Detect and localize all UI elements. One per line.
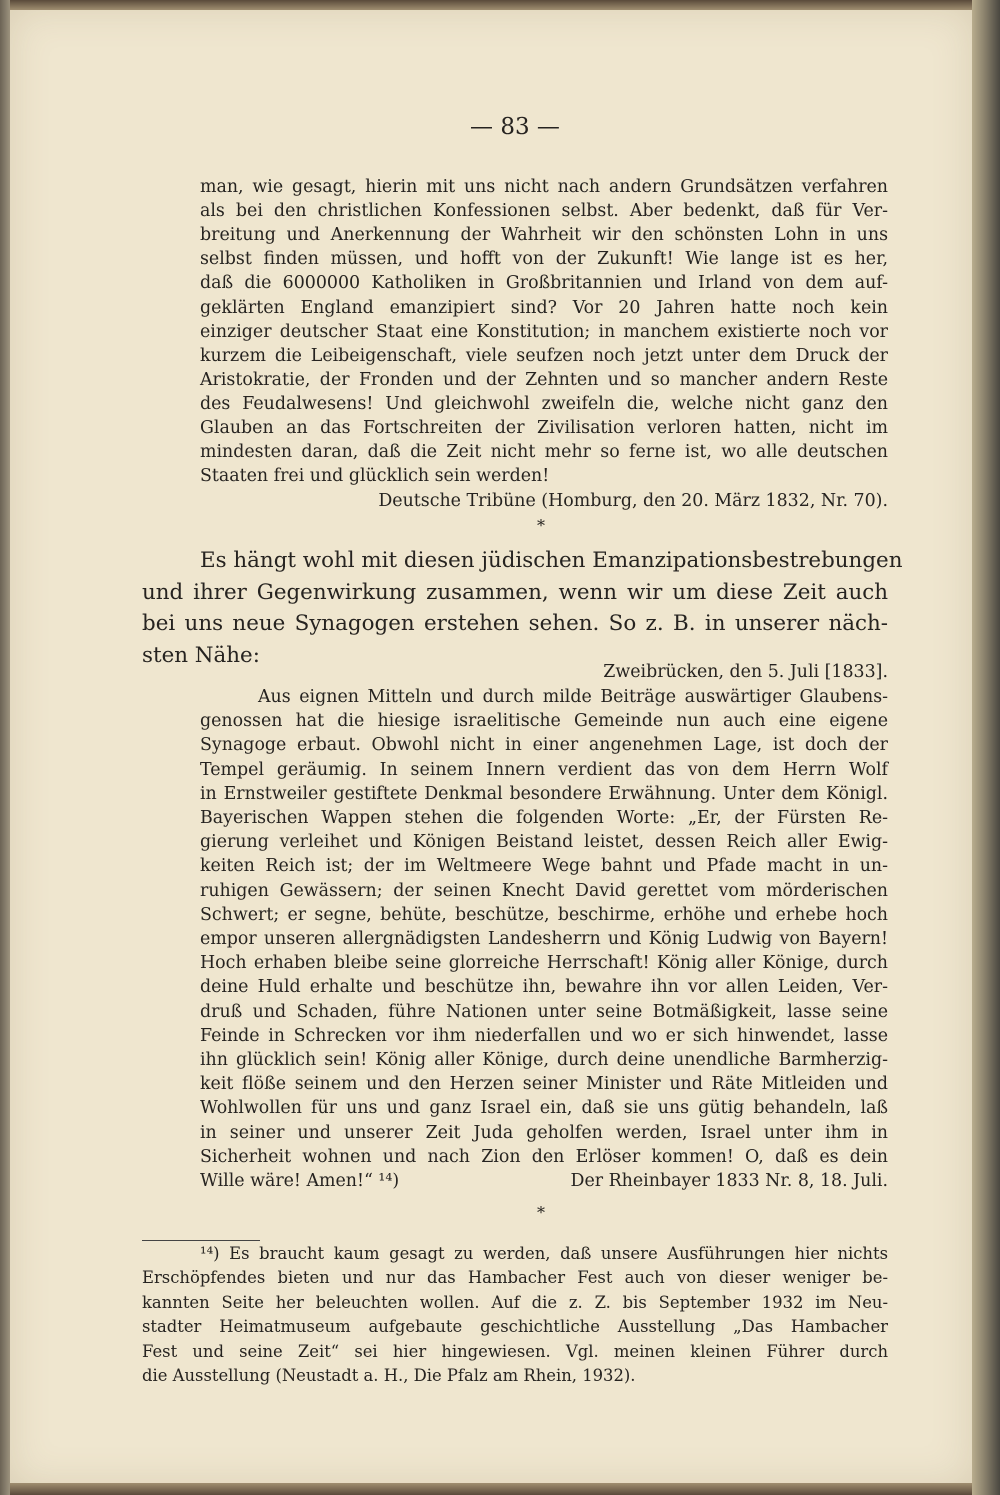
main-line: sten Nähe: xyxy=(142,642,260,668)
book-spine xyxy=(972,0,1000,1495)
page-top-edge xyxy=(10,0,972,10)
quote2-line: Tempel geräumig. In seinem Innern verdient das von dem Herrn Wolf xyxy=(200,759,888,780)
quote2-line: ruhigen Gewässern; der seinen Knecht David gerettet vom mörderischen xyxy=(200,880,888,901)
quote-source-tribuene: Deutsche Tribüne (Homburg, den 20. März 1832, Nr. 70). xyxy=(378,491,888,511)
section-separator-2: * xyxy=(537,1203,545,1222)
quote2-line: keiten Reich ist; der im Weltmeere Wege bahnt und Pfade macht in un- xyxy=(200,856,888,877)
quote1-line: selbst finden müssen, und hofft von der Zukunft! Wie lange ist es her, xyxy=(200,249,888,270)
quote1-line: man, wie gesagt, hierin mit uns nicht nach andern Grundsätzen verfahren xyxy=(200,177,888,197)
section-separator-1: * xyxy=(537,516,545,535)
quote2-line: druß und Schaden, führe Nationen unter seine Botmäßigkeit, lasse seine xyxy=(200,1001,888,1022)
quote1-line: als bei den christlichen Konfessionen selbst. Aber bedenkt, daß für Ver- xyxy=(200,201,888,222)
quote2-line: in seiner und unserer Zeit Juda geholfen werden, Israel unter ihm in xyxy=(200,1122,888,1143)
quote1-line: geklärten England emanzipiert sind? Vor 20 Jahren hatte noch kein xyxy=(200,297,888,318)
quote1-line: breitung und Anerkennung der Wahrheit wir den schönsten Lohn in uns xyxy=(200,225,888,246)
footnote-line: ¹⁴) Es braucht kaum gesagt zu werden, daß unsere Ausführungen hier nichts xyxy=(200,1244,888,1263)
quote2-line: Feinde in Schrecken vor ihm niederfallen und wo er sich hinwendet, lasse xyxy=(200,1025,888,1046)
quote2-line: Wohlwollen für uns und ganz Israel ein, daß sie uns gütig behandeln, laß xyxy=(200,1098,888,1119)
quote1-line: kurzem die Leibeigenschaft, viele seufzen noch jetzt unter dem Druck der xyxy=(200,345,888,366)
quote2-line: Sicherheit wohnen und nach Zion den Erlöser kommen! O, daß es dein xyxy=(200,1146,888,1167)
footnote-line: Fest und seine Zeit“ sei hier hingewiesen. Vgl. meinen kleinen Führer durch xyxy=(142,1341,888,1361)
quote2-line: Aus eignen Mitteln und durch milde Beiträge auswärtiger Glaubens- xyxy=(258,687,888,707)
footnote-line: kannten Seite her beleuchten wollen. Auf die z. Z. bis September 1932 im Neu- xyxy=(142,1292,888,1312)
dateline-zweibruecken: Zweibrücken, den 5. Juli [1833]. xyxy=(603,662,888,682)
quote2-line: Hoch erhaben bleibe seine glorreiche Herrschaft! König aller Könige, durch xyxy=(200,953,888,974)
quote2-line: keit flöße seinem und den Herzen seiner Minister und Räte Mitleiden und xyxy=(200,1074,888,1095)
footnote-line: stadter Heimatmuseum aufgebaute geschichtliche Ausstellung „Das Hambacher xyxy=(142,1317,888,1337)
quote2-line: genossen hat die hiesige israelitische Gemeinde nun auch eine eigene xyxy=(200,711,888,732)
footnote-line: Erschöpfendes bieten und nur das Hambacher Fest auch von dieser weniger be- xyxy=(142,1268,888,1288)
quote1-line: des Feudalwesens! Und gleichwohl zweifeln die, welche nicht ganz den xyxy=(200,393,888,414)
quote1-line: einziger deutscher Staat eine Konstitution; in manchem existierte noch vor xyxy=(200,321,888,342)
quote2-line: in Ernstweiler gestiftete Denkmal besondere Erwähnung. Unter dem Königl. xyxy=(200,783,888,804)
quote1-line: Glauben an das Fortschreiten der Zivilisation verloren hatten, nicht im xyxy=(200,418,888,438)
quote2-line: ihn glücklich sein! König aller Könige, durch deine unendliche Barmherzig- xyxy=(200,1050,888,1070)
quote1-line: daß die 6000000 Katholiken in Großbritannien und Irland von dem auf- xyxy=(200,273,888,294)
quote-source-rheinbayer: Der Rheinbayer 1833 Nr. 8, 18. Juli. xyxy=(570,1171,888,1191)
quote-last-line: Wille wäre! Amen!“ ¹⁴) xyxy=(200,1171,400,1191)
page-bottom-edge xyxy=(10,1483,972,1495)
quote1-line: mindesten daran, daß die Zeit nicht mehr so ferne ist, wo alle deutschen xyxy=(200,442,888,463)
quote1-line: Staaten frei und glücklich sein werden! xyxy=(200,466,550,487)
main-line: und ihrer Gegenwirkung zusammen, wenn wir um diese Zeit auch xyxy=(142,579,888,605)
quote1-line: Aristokratie, der Fronden und der Zehnten und so mancher andern Reste xyxy=(200,369,888,390)
footnote-line: die Ausstellung (Neustadt a. H., Die Pfalz am Rhein, 1932). xyxy=(142,1366,636,1385)
page-number: — 83 — xyxy=(470,114,560,140)
main-line: Es hängt wohl mit diesen jüdischen Emanzipationsbestrebungen xyxy=(200,548,903,573)
quote2-line: Bayerischen Wappen stehen die folgenden Worte: „Er, der Fürsten Re- xyxy=(200,808,888,828)
main-line: bei uns neue Synagogen erstehen sehen. So z. B. in unserer näch- xyxy=(142,611,888,636)
footnote-rule xyxy=(142,1240,260,1241)
quote2-line: Schwert; er segne, behüte, beschütze, beschirme, erhöhe und erhebe hoch xyxy=(200,904,888,925)
quote2-line: gierung verleihet und Königen Beistand leistet, dessen Reich aller Ewig- xyxy=(200,832,888,853)
quote2-line: Synagoge erbaut. Obwohl nicht in einer angenehmen Lage, ist doch der xyxy=(200,735,888,756)
quote2-line: empor unseren allergnädigsten Landesherrn und König Ludwig von Bayern! xyxy=(200,929,888,949)
quote2-line: deine Huld erhalte und beschütze ihn, bewahre ihn vor allen Leiden, Ver- xyxy=(200,977,888,998)
